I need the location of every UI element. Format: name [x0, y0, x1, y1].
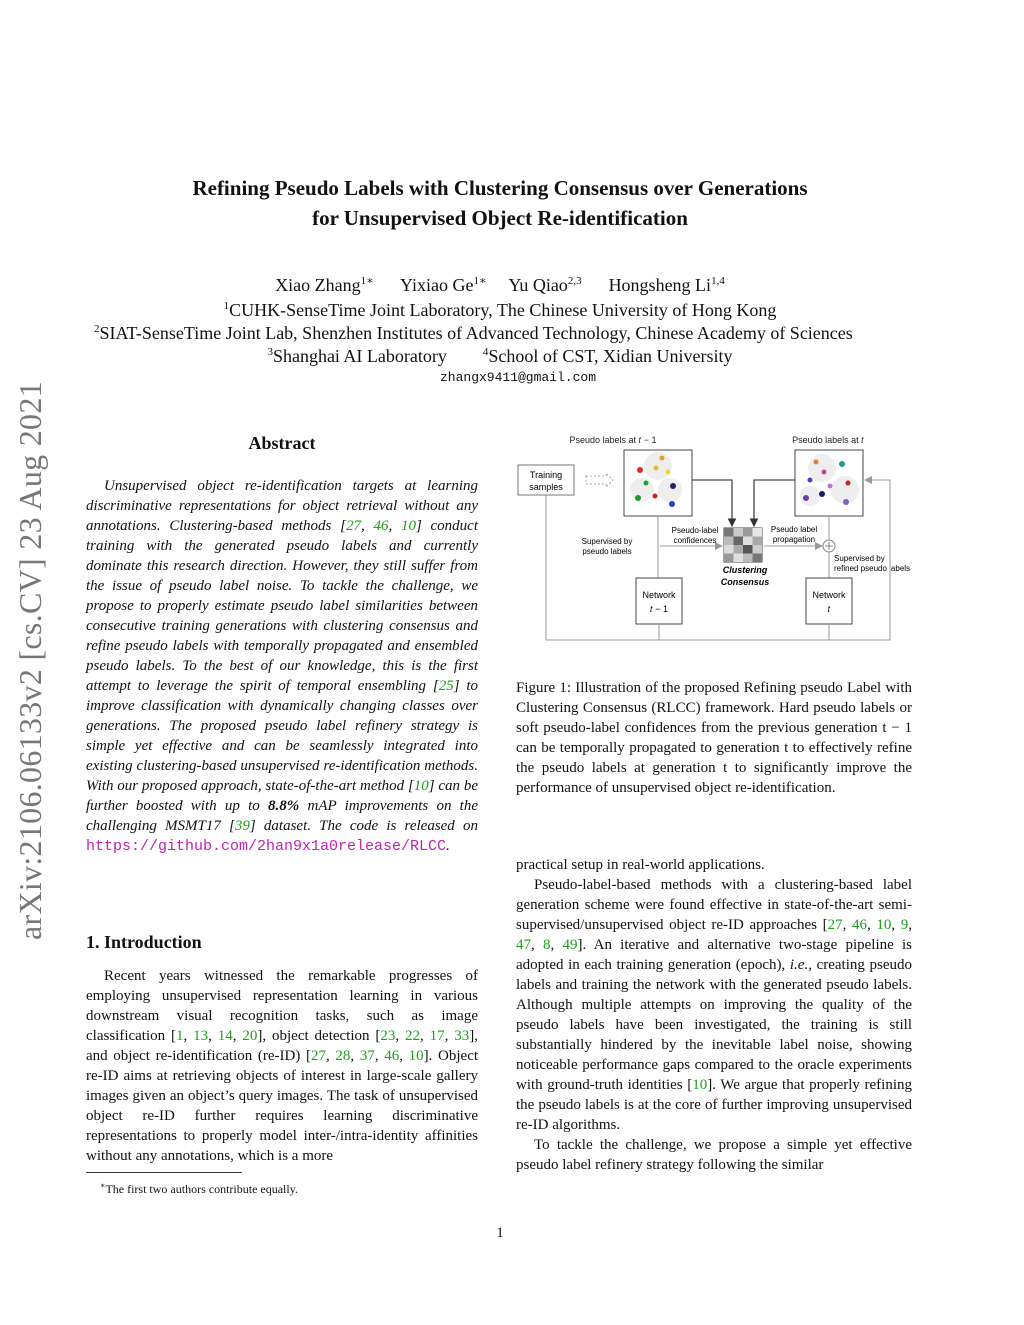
citation-link[interactable]: 22 [405, 1028, 421, 1044]
sample-point [666, 470, 671, 475]
footnote [100, 1178, 298, 1197]
affiliation-sup: 4 [482, 346, 489, 358]
abstract-text: mAP improvements on the challenging MSMT17 [ [86, 798, 478, 834]
body-text: To tackle the challenge, we propose a simple yet effective pseudo label refinery strategy following the similar [516, 1137, 912, 1173]
citation-link[interactable]: 39 [234, 818, 250, 834]
affiliation-text: School of CST, Xidian University [488, 346, 733, 366]
network-prev-box [636, 578, 682, 624]
abstract-text: Unsupervised object re-identification targets at learning discriminative representations for object retrieval without any annotations. Clustering-based methods [ [86, 478, 478, 534]
citation-link[interactable]: 28 [335, 1048, 351, 1064]
author-email[interactable]: zhangx9411@gmail.com [439, 370, 597, 385]
sample-point [635, 495, 641, 501]
citation-link[interactable]: 33 [454, 1028, 470, 1044]
citation-link[interactable]: 10 [876, 917, 892, 933]
body-text: Pseudo-label-based methods with a clustering-based label generation scheme were found effective in state-of-the-art semi-supervised/unsupervised object re-ID approaches [ [516, 877, 912, 933]
author-name: Yu Qiao [508, 275, 568, 295]
network-prev-label: Network [642, 590, 676, 600]
citation-link[interactable]: 46 [373, 518, 389, 534]
network-curr-box [806, 578, 852, 624]
network-curr-label: 𝑡 [827, 604, 831, 614]
sample-point [644, 481, 649, 486]
author-name: Yixiao Ge [399, 275, 474, 295]
body-text: ]. An iterative and alternative two-stage pipeline is adopted in each training generation (epoch), [516, 937, 913, 973]
sample-point [660, 456, 665, 461]
citation-link[interactable]: 27 [345, 518, 361, 534]
footnote-rule [86, 1172, 242, 1173]
cluster-blob [630, 478, 654, 502]
citation-link[interactable]: 10 [408, 1048, 424, 1064]
citation-link[interactable]: 49 [562, 937, 578, 953]
footnote-text: The first two authors contribute equally. [105, 1182, 298, 1196]
cluster-blob [808, 454, 836, 482]
body-text: ], and object re-identification (re-ID) [ [86, 1028, 479, 1064]
page-number: 1 [496, 1225, 504, 1241]
author-sup: 2,3 [567, 275, 582, 287]
network-prev-label: 𝑡 − 1 [650, 604, 668, 614]
body-text: Recent years witnessed the remarkable progresses of employing unsupervised representation learning in various downstream visual recognition tasks, such as image classification [ [86, 968, 478, 1044]
sample-point [846, 481, 851, 486]
sample-point [819, 491, 825, 497]
affiliation-sup: 3 [267, 346, 273, 358]
sample-point [803, 495, 809, 501]
sample-point [843, 499, 849, 505]
cluster-blob [800, 486, 820, 506]
affiliation-sup: 2 [94, 323, 100, 335]
citation-link[interactable]: 25 [438, 678, 454, 694]
sample-point [670, 483, 676, 489]
sample-point [669, 501, 675, 507]
author-sup: 1,4 [711, 275, 725, 287]
citation-link[interactable]: 27 [311, 1048, 327, 1064]
paper-title-line-2: for Unsupervised Object Re-identification [312, 206, 688, 230]
citation-link[interactable]: 9 [900, 917, 909, 933]
citation-link[interactable]: 8 [542, 937, 551, 953]
abstract-text: . [446, 838, 450, 854]
cluster-blob [658, 478, 682, 502]
arxiv-identifier: arXiv:2106.06133v2 [cs.CV] 23 Aug 2021 [12, 381, 48, 940]
abstract-body: Unsupervised object re-identification targets at learning discriminative representations for object retrieval without any annotations. Clustering-based methods [27, 46, 10] conduct training with the generated pseudo labels and currently dominate this research direction. However, they still suffer from the issue of pseudo label noise. To tackle the challenge, we propose to properly estimate pseudo label similarities between consecutive training generations with clustering consensus and refine pseudo labels with temporally propagated and ensembled pseudo labels. To the best of our knowledge, this is the first attempt to leverage the spirit of temporal ensembling [25] to improve classification with dynamically changing classes over generations. The proposed pseudo label refinery strategy is simple yet effective and can be seamlessly integrated into existing clustering-based unsupervised re-identification methods. With our proposed approach, state-of-the-art method [10] can be further boosted with up to 8.8% mAP improvements on the challenging MSMT17 [39] dataset. The code is released on https://github.com/2han9x1a0release/RLCC. [86, 478, 478, 855]
sample-point [814, 460, 819, 465]
body-text: ]. Object re-ID aims at retrieving objects of interest in large-scale gallery images given an object’s query images. The task of unsupervised object re-ID further requires learning discriminative representations to properly model inter-/intra-identity affinities without any annotations, which is a more [86, 1048, 479, 1164]
right-column-body: practical setup in real-world applications. Pseudo-label-based methods with a clustering-based label generation scheme were found effective in state-of-the-art semi-supervised/unsupervised object re-ID approaches [27, 46, 10, 9, 47, 8, 49]. An iterative and alternative two-stage pipeline is adopted in each training generation (epoch), i.e., creating pseudo labels and training the network with the generated pseudo labels. Although multiple attempts on improving the quality of the pseudo labels have been investigated, the training is still substantially hindered by the inevitable label noise, showing noticeable performance gaps compared to the oracle experiments with ground-truth identities [10]. We argue that properly refining the pseudo labels is at the core of further improving unsupervised re-ID algorithms. To tackle the challenge, we propose a simple yet effective pseudo label refinery strategy following the similar [516, 857, 913, 1173]
propagation-label: Pseudo label [770, 525, 818, 534]
sample-point [822, 470, 827, 475]
body-text: ]. We argue that properly refining the pseudo labels is at the core of further improving unsupervised re-ID algorithms. [516, 1077, 912, 1133]
training-samples-text: samples [529, 482, 563, 492]
propagation-label: propagation [772, 535, 816, 544]
supervised-by-label: Supervised by [581, 537, 633, 546]
confidences-label: confidences [673, 536, 717, 545]
citation-link[interactable]: 23 [380, 1028, 396, 1044]
abstract-bold-value: 8.8% [268, 798, 300, 814]
code-url-link[interactable]: https://github.com/2han9x1a0release/RLCC [86, 838, 447, 855]
confidences-label: Pseudo-label [671, 526, 719, 535]
citation-link[interactable]: 10 [400, 518, 416, 534]
footnote-mark: ∗ [100, 1181, 106, 1190]
sample-point [828, 484, 833, 489]
introduction-paragraph: Recent years witnessed the remarkable progresses of employing unsupervised representation learning in various downstream visual recognition tasks, such as image classification [1, 13, 14, 20], object detection [23, 22, 17, 33], and object re-identification (re-ID) [27, 28, 37, 46, 10]. Object re-ID aims at retrieving objects of interest in large-scale gallery images given an object’s query images. The task of unsupervised object re-ID further requires learning discriminative representations to properly model inter-/intra-identity affinities without any annotations, which is a more [86, 968, 479, 1164]
sample-point [637, 467, 643, 473]
sample-point [808, 478, 813, 483]
abstract-text: ] dataset. The code is released on [249, 818, 478, 834]
citation-link[interactable]: 46 [851, 917, 867, 933]
citation-link[interactable]: 1 [176, 1028, 184, 1044]
curr-to-consensus-arrow [754, 480, 795, 526]
citation-link[interactable]: 17 [429, 1028, 445, 1044]
citation-link[interactable]: 20 [242, 1028, 258, 1044]
figure-1-caption: Figure 1: Illustration of the proposed Refining pseudo Label with Clustering Consensus (RLCC) framework. Hard pseudo labels or soft pseudo-label confidences from the previous generation t − 1 can be temporally propagated to generation t to effectively refine the pseudo labels at generation t to significantly improve the performance of unsupervised object re-identification. [516, 680, 912, 796]
prev-to-consensus-arrow [692, 480, 732, 526]
pseudo-labels-prev-label: Pseudo labels at 𝑡 − 1 [569, 435, 657, 445]
citation-link[interactable]: 13 [193, 1028, 209, 1044]
sample-point [654, 466, 659, 471]
training-samples-text: Training [529, 470, 563, 480]
abstract-text: ] can be further boosted with up to [86, 778, 478, 814]
sample-point [653, 494, 658, 499]
paper-title-line-1: Refining Pseudo Labels with Clustering Consensus over Generations [192, 176, 808, 200]
clustering-consensus-matrix [724, 528, 762, 562]
body-text: practical setup in real-world applications. [516, 857, 765, 873]
body-text-italic: i.e. [789, 957, 809, 973]
body-text: ], object detection [ [257, 1028, 381, 1044]
body-text: , creating pseudo labels and training the network with the generated pseudo labels. Although multiple attempts on improving the quality of the pseudo labels have been investigated, the training is still substantially hindered by the inevitable label noise, showing noticeable performance gaps compared to the oracle experiments with ground-truth identities [ [516, 957, 912, 1093]
clustering-consensus-label: Clustering [722, 565, 768, 575]
citation-link[interactable]: 47 [516, 937, 531, 953]
affiliation-text: SIAT-SenseTime Joint Lab, Shenzhen Institutes of Advanced Technology, Chinese Academy of Sciences [99, 323, 853, 343]
author-list [0, 270, 1000, 297]
abstract-text: ] to improve classification with dynamically changing classes over generations. The proposed pseudo label refinery strategy is simple yet effective and can be seamlessly integrated into existing clustering-based unsupervised re-identification methods. With our proposed approach, state-of-the-art method [ [86, 678, 478, 794]
data-flow-arrow [586, 473, 613, 487]
citation-link[interactable]: 37 [359, 1048, 375, 1064]
author-sup: 1∗ [473, 275, 487, 287]
sample-point [839, 461, 845, 467]
affiliation-3-4 [0, 341, 1000, 368]
citation-link[interactable]: 46 [384, 1048, 400, 1064]
citation-link[interactable]: 10 [692, 1077, 708, 1093]
cluster-blob [644, 452, 672, 480]
supervised-by-label: pseudo labels [582, 547, 632, 556]
citation-link[interactable]: 10 [413, 778, 429, 794]
author-sup: 1∗ [360, 275, 374, 287]
network-curr-label: Network [812, 590, 846, 600]
author-name: Hongsheng Li [608, 275, 712, 295]
affiliation-text: CUHK-SenseTime Joint Laboratory, The Chinese University of Hong Kong [229, 300, 777, 320]
affiliation-sup: 1 [223, 300, 230, 312]
refined-label: refined pseudo labels [834, 564, 911, 573]
citation-link[interactable]: 27 [827, 917, 843, 933]
abstract-heading: Abstract [248, 433, 316, 453]
clustering-consensus-label: Consensus [720, 577, 770, 587]
affiliation-text: Shanghai AI Laboratory [272, 346, 447, 366]
abstract-text: ] conduct training with the generated pseudo labels and currently dominate this research direction. However, they still suffer from the issue of pseudo label noise. To tackle the challenge, we propose to properly estimate pseudo label similarities between consecutive training generations with clustering consensus and refine pseudo labels with temporally propagated and ensembled pseudo labels. To the best of our knowledge, this is the first attempt to leverage the spirit of temporal ensembling [ [86, 518, 478, 694]
author-name: Xiao Zhang [275, 275, 361, 295]
introduction-heading: 1. Introduction [86, 932, 202, 952]
refined-label: Supervised by [834, 554, 885, 563]
rlcc-framework-diagram [510, 428, 920, 653]
citation-link[interactable]: 14 [217, 1028, 233, 1044]
pseudo-labels-curr-label: Pseudo labels at 𝑡 [792, 435, 864, 445]
